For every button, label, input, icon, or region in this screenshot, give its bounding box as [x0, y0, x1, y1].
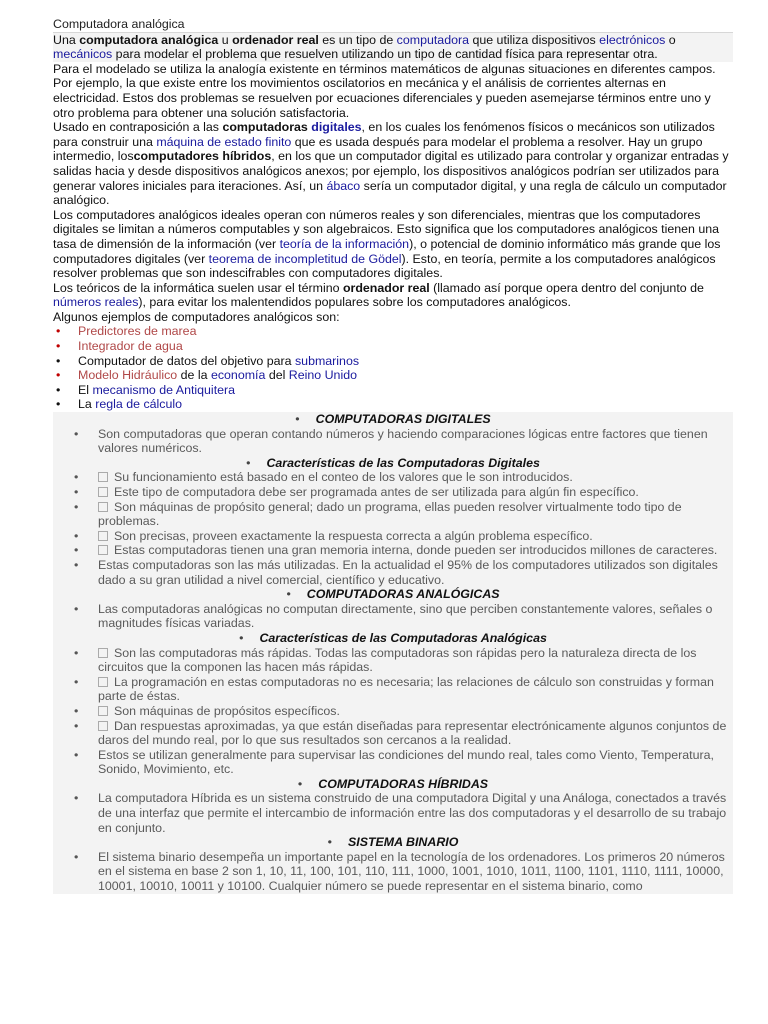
text: sería un computador digital, y una regla de cálculo un computador analógico. [53, 178, 727, 208]
list-item [53, 704, 733, 719]
link-computadora[interactable]: computadora [396, 32, 469, 47]
text: Son las computadoras más rápidas. Todas las computadoras son rápidas pero la naturaleza directa de los circuitos que la componen las hacen más rápidas. [98, 645, 697, 675]
text: Dan respuestas aproximadas, ya que están diseñadas para representar electrónicamente algunos conjuntos de daros del mundo real, por lo que sus resultados son cercanos a la realidad. [98, 718, 727, 748]
checkbox-glyph-icon [98, 531, 108, 541]
text: Usado en contraposición a las [53, 120, 223, 135]
link-submarinos[interactable]: submarinos [294, 353, 360, 368]
link-reino-unido[interactable]: Reino Unido [288, 368, 357, 383]
text: u [218, 32, 233, 47]
list-item: • Estos se utilizan generalmente para supervisar las condiciones del mundo real, tales como Viento, Temperatura, Sonido, Movimiento, etc. [53, 748, 733, 777]
text: ). Esto, en teoría, permite a los computadores analógicos resolver problemas que son indescifrables con computadores digitales. [53, 251, 716, 281]
link-predictores-marea[interactable]: Predictores de marea [78, 324, 197, 339]
digital-desc-list [53, 427, 733, 456]
text: , en los que un computador digital es utilizado para controlar y organizar entradas y salidas hacia y desde dispositivos analógicos anexos; por ejemplo, los dispositivos analógicos podrían ser utilizados para generar valores iniciales para iteraciones. Así, un [53, 149, 729, 193]
section-heading-analog-chars: • Características de las Computadoras Analógicas [53, 631, 733, 646]
bold-term: ordenador real [232, 32, 319, 47]
digital-chars-list [53, 470, 733, 587]
text: Son precisas, proveen exactamente la respuesta correcta a algún problema específico. [114, 528, 593, 543]
list-item: • Las computadoras analógicas no computan directamente, sino que perciben constantemente valores, señales o magnitudes físicas variadas. [53, 602, 733, 631]
paragraph-teoricos [53, 281, 733, 310]
list-item [53, 339, 733, 354]
text: ), o potencial de dominio informático más grande que los computadores digitales (ver [53, 236, 721, 266]
link-mecanicos[interactable]: mecánicos [53, 47, 113, 62]
list-item [53, 485, 733, 500]
text: que es usada después para modelar el problema a resolver. Hay un grupo intermedio, los [53, 134, 703, 164]
text: La programación en estas computadoras no es necesaria; las relaciones de cálculo son construidas y forman parte de éstas. [98, 674, 714, 704]
text: Los computadores analógicos ideales operan con números reales y son diferenciales, mientras que los computadores digitales se limitan a números computables y son algebraicos. Esto significa que los computadores analógicos tienen una tasa de dimensión de la información (ver [53, 207, 720, 251]
text: que utiliza dispositivos [469, 32, 600, 47]
text: ), para evitar los malentendidos populares sobre los computadores analógicos. [138, 295, 571, 310]
checkbox-glyph-icon [98, 677, 108, 687]
paragraph-modelado: Para el modelado se utiliza la analogía existente en términos matemáticos de algunas situaciones en diferentes campos. Por ejemplo, la que existe entre los movimientos oscilatorios en mecánica y el análisis de corrientes alternas en electricidad. Estos dos problemas se resuelven por ecuaciones diferenciales y pueden asemejarse términos entre uno y otro problema para obtener una solución satisfactoria. [53, 61, 716, 120]
checkbox-glyph-icon [98, 487, 108, 497]
link-teorema-godel[interactable]: teorema de incompletitud de Gödel [208, 251, 402, 266]
list-item [53, 470, 733, 485]
text: Computador de datos del objetivo para [78, 353, 295, 368]
list-item: • Estas computadoras son las más utilizadas. En la actualidad el 95% de los computadores utilizados son digitales dado a su gran utilidad a nivel comercial, científico y educativo. [53, 558, 733, 587]
intro-paragraph [53, 33, 733, 62]
bold-term: ordenador real [342, 280, 430, 295]
link-modelo-hidraulico[interactable]: Modelo Hidráulico [78, 368, 178, 383]
text: La [78, 397, 96, 412]
link-integrador-agua[interactable]: Integrador de agua [78, 339, 183, 354]
hybrid-desc-list [53, 791, 733, 835]
checkbox-glyph-icon [98, 706, 108, 716]
paragraph-ejemplos-intro: Algunos ejemplos de computadores analógicos son: [53, 309, 340, 324]
text: Son máquinas de propósito general; dado un programa, ellas pueden resolver virtualmente todo tipo de problemas. [98, 499, 682, 529]
link-mecanismo-antiquitera[interactable]: mecanismo de Antiquitera [92, 382, 236, 397]
bold-term: computadores híbridos [133, 149, 272, 164]
analog-chars-list [53, 646, 733, 777]
link-maquina-estado-finito[interactable]: máquina de estado finito [156, 134, 292, 149]
link-numeros-reales[interactable]: números reales [53, 295, 139, 310]
list-item [53, 500, 733, 529]
link-abaco[interactable]: ábaco [326, 178, 361, 193]
section-heading-digital-chars: • Características de las Computadoras Digitales [53, 456, 733, 471]
checkbox-glyph-icon [98, 648, 108, 658]
text: de la [177, 368, 211, 383]
paragraph-ideales [53, 208, 733, 281]
bold-term: computadoras [222, 120, 312, 135]
list-item: • Son computadoras que operan contando números y haciendo comparaciones lógicas entre factores que tienen valores numéricos. [53, 427, 733, 456]
text: El [78, 382, 93, 397]
text: Estas computadoras tienen una gran memoria interna, donde pueden ser introducidos millones de caracteres. [114, 543, 718, 558]
analog-desc-list [53, 602, 733, 631]
link-digitales[interactable]: digitales [311, 120, 362, 135]
text: Su funcionamiento está basado en el conteo de los valores que le son introducidos. [114, 470, 573, 485]
list-item [53, 397, 733, 412]
text: , en los cuales los fenómenos físicos o mecánicos son utilizados para construir una [53, 120, 715, 149]
text: Este tipo de computadora debe ser programada antes de ser utilizada para algún fin específico. [114, 485, 639, 499]
list-item: • El sistema binario desempeña un importante papel en la tecnología de los ordenadores. Los primeros 20 números en el sistema en base 2 son 1, 10, 11, 100, 101, 110, 111, 1000, 1001, 1010, 1011, 1100, 1101, 1110, 1111, 10000, 10001, 10010, 10011 y 10100. Cualquier número se puede representar en el sistema binario, como [53, 850, 733, 894]
section-heading-digital: • COMPUTADORAS DIGITALES [53, 412, 733, 427]
link-economia[interactable]: economía [210, 368, 266, 383]
list-item [53, 543, 733, 558]
paragraph-contraposicion [53, 120, 733, 208]
section-heading-binary: • SISTEMA BINARIO [53, 835, 733, 850]
list-item: • La computadora Híbrida es un sistema construido de una computadora Digital y una Análoga, conectados a través de una interfaz que permite el intercambio de información entre las dos computadoras y el desarrollo de su trabajo en conjunto. [53, 791, 733, 835]
section-heading-analog: • COMPUTADORAS ANALÓGICAS [53, 587, 733, 602]
text: Una [53, 32, 80, 47]
link-regla-calculo[interactable]: regla de cálculo [95, 397, 183, 412]
checkbox-glyph-icon [98, 472, 108, 482]
checkbox-glyph-icon [98, 502, 108, 512]
text: Los teóricos de la informática suelen usar el término [53, 280, 343, 295]
section-heading-hybrid: • COMPUTADORAS HÍBRIDAS [53, 777, 733, 792]
list-item [53, 383, 733, 398]
document-title: Computadora analógica [53, 17, 733, 33]
list-item [53, 646, 733, 675]
list-item [53, 354, 733, 369]
list-item [53, 529, 733, 544]
link-teoria-informacion[interactable]: teoría de la información [279, 236, 410, 251]
examples-list [53, 324, 733, 412]
text: Son máquinas de propósitos específicos. [114, 703, 340, 718]
list-item [53, 675, 733, 704]
link-electronicos[interactable]: electrónicos [599, 32, 666, 47]
text: o [665, 32, 676, 47]
text: del [265, 368, 289, 383]
checkbox-glyph-icon [98, 545, 108, 555]
binary-desc-list [53, 850, 733, 894]
list-item [53, 719, 733, 748]
list-item [53, 324, 733, 339]
text: (llamado así porque opera dentro del conjunto de [429, 280, 704, 295]
document-body [53, 17, 733, 894]
text: es un tipo de [318, 32, 397, 47]
checkbox-glyph-icon [98, 721, 108, 731]
list-item [53, 368, 733, 383]
bold-term: computadora analógica [79, 32, 219, 47]
text: para modelar el problema que resuelven utilizando un tipo de cantidad física para representar otra. [112, 47, 658, 62]
